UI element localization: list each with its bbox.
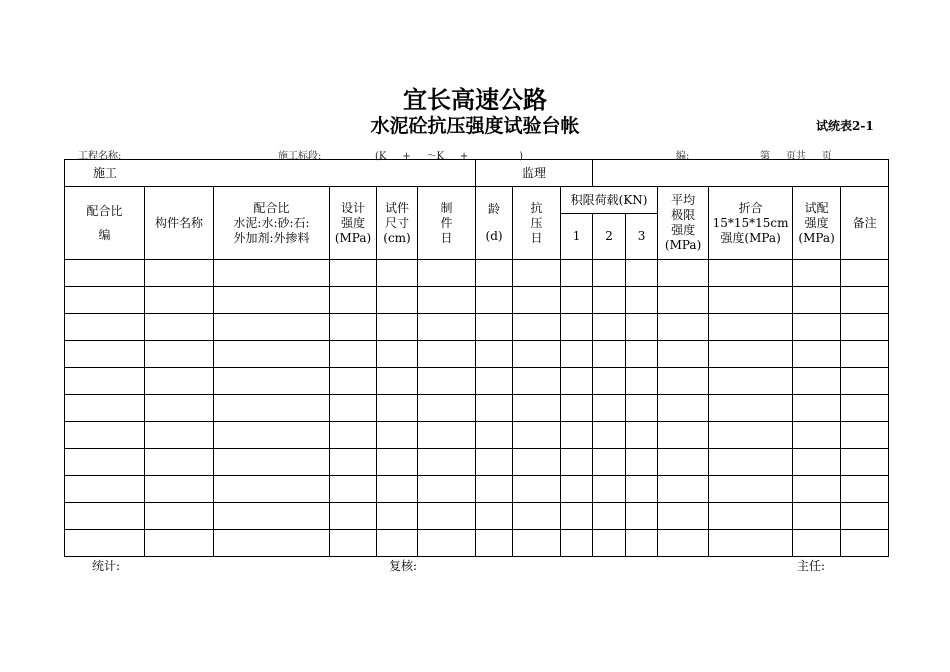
table-cell[interactable] — [377, 530, 418, 557]
table-row — [65, 287, 889, 314]
table-cell[interactable] — [330, 395, 377, 422]
table-cell[interactable] — [658, 287, 709, 314]
table-cell[interactable] — [476, 530, 513, 557]
table-cell[interactable] — [65, 395, 145, 422]
table-cell[interactable] — [626, 422, 658, 449]
page-counter: 第 页共 页 — [760, 151, 832, 162]
table-cell[interactable] — [841, 395, 889, 422]
col-load-2: 2 — [593, 214, 626, 260]
table-cell[interactable] — [561, 503, 593, 530]
ledger-table — [64, 159, 889, 557]
col-design-strength: 设计 强度 (MPa) — [330, 187, 377, 260]
table-cell[interactable] — [658, 503, 709, 530]
table-cell[interactable] — [841, 287, 889, 314]
form-number: 试统表2-1 — [816, 119, 874, 133]
table-cell[interactable] — [841, 260, 889, 287]
table-cell[interactable] — [330, 449, 377, 476]
table-cell[interactable] — [214, 449, 330, 476]
table-row — [65, 422, 889, 449]
table-cell[interactable] — [513, 449, 561, 476]
table-cell[interactable] — [214, 341, 330, 368]
table-cell[interactable] — [476, 260, 513, 287]
table-cell[interactable] — [709, 503, 793, 530]
table-cell[interactable] — [377, 503, 418, 530]
table-cell[interactable] — [418, 341, 476, 368]
table-cell[interactable] — [476, 314, 513, 341]
table-cell[interactable] — [593, 476, 626, 503]
table-row — [65, 476, 889, 503]
table-cell[interactable] — [214, 368, 330, 395]
table-cell[interactable] — [377, 287, 418, 314]
table-cell[interactable] — [330, 530, 377, 557]
table-cell[interactable] — [593, 341, 626, 368]
table-cell[interactable] — [145, 422, 214, 449]
table-cell[interactable] — [841, 422, 889, 449]
table-cell[interactable] — [65, 287, 145, 314]
table-cell[interactable] — [377, 260, 418, 287]
table-cell[interactable] — [377, 449, 418, 476]
table-cell[interactable] — [145, 530, 214, 557]
col-mix-ratio: 配合比 水泥:水:砂:石: 外加剂:外掺料 — [214, 187, 330, 260]
table-cell[interactable] — [214, 287, 330, 314]
document-subtitle: 水泥砼抗压强度试验台帐 — [370, 115, 580, 137]
table-cell[interactable] — [476, 422, 513, 449]
table-row — [65, 260, 889, 287]
col-mix-no: 配合比 编 — [65, 187, 145, 260]
table-cell[interactable] — [626, 503, 658, 530]
table-cell[interactable] — [793, 422, 841, 449]
table-cell[interactable] — [658, 476, 709, 503]
table-cell[interactable] — [330, 314, 377, 341]
table-cell[interactable] — [709, 287, 793, 314]
table-cell[interactable] — [709, 341, 793, 368]
table-cell[interactable] — [476, 395, 513, 422]
stats-label: 统计: — [92, 559, 121, 573]
project-name-label: 工程名称: — [78, 151, 122, 162]
table-cell[interactable] — [513, 422, 561, 449]
table-cell[interactable] — [793, 449, 841, 476]
header-row-construction — [65, 160, 889, 187]
table-row — [65, 341, 889, 368]
table-cell[interactable] — [841, 530, 889, 557]
table-cell[interactable] — [626, 530, 658, 557]
table-cell[interactable] — [841, 449, 889, 476]
table-cell[interactable] — [626, 260, 658, 287]
table-cell[interactable] — [561, 476, 593, 503]
table-cell[interactable] — [145, 368, 214, 395]
table-cell[interactable] — [793, 314, 841, 341]
table-cell[interactable] — [145, 476, 214, 503]
table-cell[interactable] — [330, 476, 377, 503]
table-cell[interactable] — [476, 503, 513, 530]
table-cell[interactable] — [65, 260, 145, 287]
table-cell[interactable] — [418, 530, 476, 557]
table-cell[interactable] — [658, 530, 709, 557]
table-cell[interactable] — [709, 368, 793, 395]
col-load-3: 3 — [626, 214, 658, 260]
construction-label: 施工 — [65, 160, 476, 187]
table-cell[interactable] — [626, 314, 658, 341]
table-cell[interactable] — [330, 260, 377, 287]
table-cell[interactable] — [658, 422, 709, 449]
table-row — [65, 395, 889, 422]
col-specimen-size: 试件 尺寸 (cm) — [377, 187, 418, 260]
table-cell[interactable] — [593, 422, 626, 449]
table-cell[interactable] — [513, 395, 561, 422]
table-cell[interactable] — [626, 476, 658, 503]
document-title: 宜长高速公路 — [403, 86, 547, 114]
table-cell[interactable] — [418, 422, 476, 449]
director-label: 主任: — [797, 559, 826, 573]
table-cell[interactable] — [214, 503, 330, 530]
table-cell[interactable] — [593, 530, 626, 557]
table-cell[interactable] — [330, 422, 377, 449]
table-cell[interactable] — [793, 287, 841, 314]
table-row — [65, 503, 889, 530]
table-cell[interactable] — [214, 260, 330, 287]
table-cell[interactable] — [709, 530, 793, 557]
table-cell[interactable] — [377, 368, 418, 395]
table-cell[interactable] — [145, 314, 214, 341]
table-cell[interactable] — [145, 260, 214, 287]
col-load-1: 1 — [561, 214, 593, 260]
review-label: 复核: — [389, 559, 418, 573]
number-label: 编: — [676, 151, 690, 162]
table-cell[interactable] — [709, 314, 793, 341]
table-cell[interactable] — [145, 287, 214, 314]
table-cell[interactable] — [476, 476, 513, 503]
col-converted-strength: 折合 15*15*15cm 强度(MPa) — [709, 187, 793, 260]
table-cell[interactable] — [65, 503, 145, 530]
table-cell[interactable] — [377, 422, 418, 449]
table-row — [65, 368, 889, 395]
table-cell[interactable] — [513, 260, 561, 287]
table-cell[interactable] — [513, 503, 561, 530]
table-cell[interactable] — [145, 341, 214, 368]
table-cell[interactable] — [418, 314, 476, 341]
supervision-label: 监理 — [476, 160, 593, 187]
table-cell[interactable] — [330, 341, 377, 368]
supervision-field[interactable] — [593, 160, 889, 187]
col-make-date: 制 件 日 — [418, 187, 476, 260]
table-cell[interactable] — [626, 449, 658, 476]
table-cell[interactable] — [593, 449, 626, 476]
col-ultimate-load: 积限荷载(KN) — [561, 187, 658, 214]
table-cell[interactable] — [793, 341, 841, 368]
header-row-columns — [65, 187, 889, 214]
table-cell[interactable] — [793, 503, 841, 530]
table-cell[interactable] — [793, 260, 841, 287]
table-cell[interactable] — [561, 368, 593, 395]
table-cell[interactable] — [626, 287, 658, 314]
table-cell[interactable] — [561, 341, 593, 368]
table-cell[interactable] — [561, 260, 593, 287]
table-cell[interactable] — [65, 449, 145, 476]
table-row — [65, 530, 889, 557]
table-cell[interactable] — [593, 287, 626, 314]
table-cell[interactable] — [793, 368, 841, 395]
table-cell[interactable] — [841, 314, 889, 341]
table-cell[interactable] — [214, 476, 330, 503]
table-cell[interactable] — [418, 503, 476, 530]
table-cell[interactable] — [593, 395, 626, 422]
table-row — [65, 449, 889, 476]
table-cell[interactable] — [561, 287, 593, 314]
table-cell[interactable] — [593, 503, 626, 530]
table-cell[interactable] — [658, 368, 709, 395]
table-cell[interactable] — [561, 530, 593, 557]
table-cell[interactable] — [145, 449, 214, 476]
table-cell[interactable] — [626, 368, 658, 395]
col-avg-strength: 平均 极限 强度 (MPa) — [658, 187, 709, 260]
table-cell[interactable] — [476, 341, 513, 368]
table-cell[interactable] — [793, 395, 841, 422]
table-cell[interactable] — [658, 341, 709, 368]
table-cell[interactable] — [841, 476, 889, 503]
table-cell[interactable] — [145, 503, 214, 530]
table-cell[interactable] — [513, 287, 561, 314]
table-cell[interactable] — [709, 422, 793, 449]
chainage-range: (K + ～K + ) — [375, 151, 524, 162]
table-cell[interactable] — [65, 422, 145, 449]
table-cell[interactable] — [658, 314, 709, 341]
table-cell[interactable] — [476, 287, 513, 314]
table-row — [65, 314, 889, 341]
table-cell[interactable] — [418, 449, 476, 476]
table-cell[interactable] — [841, 368, 889, 395]
table-cell[interactable] — [377, 476, 418, 503]
table-cell[interactable] — [214, 314, 330, 341]
table-cell[interactable] — [513, 368, 561, 395]
table-cell[interactable] — [418, 476, 476, 503]
table-cell[interactable] — [513, 476, 561, 503]
col-remarks: 备注 — [841, 187, 889, 260]
table-cell[interactable] — [214, 530, 330, 557]
table-cell[interactable] — [418, 368, 476, 395]
table-cell[interactable] — [513, 530, 561, 557]
table-cell[interactable] — [793, 530, 841, 557]
table-cell[interactable] — [561, 314, 593, 341]
table-cell[interactable] — [330, 503, 377, 530]
table-cell[interactable] — [377, 314, 418, 341]
table-cell[interactable] — [476, 449, 513, 476]
table-cell[interactable] — [418, 395, 476, 422]
table-cell[interactable] — [709, 476, 793, 503]
table-cell[interactable] — [214, 395, 330, 422]
table-cell[interactable] — [841, 341, 889, 368]
table-cell[interactable] — [476, 368, 513, 395]
table-cell[interactable] — [513, 341, 561, 368]
table-cell[interactable] — [561, 395, 593, 422]
table-cell[interactable] — [377, 395, 418, 422]
table-cell[interactable] — [377, 341, 418, 368]
table-cell[interactable] — [658, 449, 709, 476]
table-cell[interactable] — [658, 260, 709, 287]
table-cell[interactable] — [593, 260, 626, 287]
table-cell[interactable] — [626, 395, 658, 422]
table-cell[interactable] — [793, 476, 841, 503]
col-trial-strength: 试配 强度 (MPa) — [793, 187, 841, 260]
table-cell[interactable] — [709, 395, 793, 422]
table-cell[interactable] — [561, 449, 593, 476]
col-test-date: 抗 压 日 — [513, 187, 561, 260]
table-cell[interactable] — [626, 341, 658, 368]
table-cell[interactable] — [65, 530, 145, 557]
table-cell[interactable] — [593, 368, 626, 395]
table-cell[interactable] — [709, 260, 793, 287]
table-cell[interactable] — [418, 260, 476, 287]
table-cell[interactable] — [593, 314, 626, 341]
col-age: 龄 (d) — [476, 187, 513, 260]
table-cell[interactable] — [709, 449, 793, 476]
section-label: 施工标段: — [278, 151, 322, 162]
table-cell[interactable] — [330, 368, 377, 395]
table-cell[interactable] — [65, 341, 145, 368]
table-cell[interactable] — [841, 503, 889, 530]
table-cell[interactable] — [330, 287, 377, 314]
table-cell[interactable] — [65, 368, 145, 395]
table-cell[interactable] — [658, 395, 709, 422]
table-cell[interactable] — [418, 287, 476, 314]
table-cell[interactable] — [561, 422, 593, 449]
col-member-name: 构件名称 — [145, 187, 214, 260]
table-cell[interactable] — [65, 476, 145, 503]
table-cell[interactable] — [65, 314, 145, 341]
table-cell[interactable] — [214, 422, 330, 449]
table-cell[interactable] — [145, 395, 214, 422]
table-cell[interactable] — [513, 314, 561, 341]
